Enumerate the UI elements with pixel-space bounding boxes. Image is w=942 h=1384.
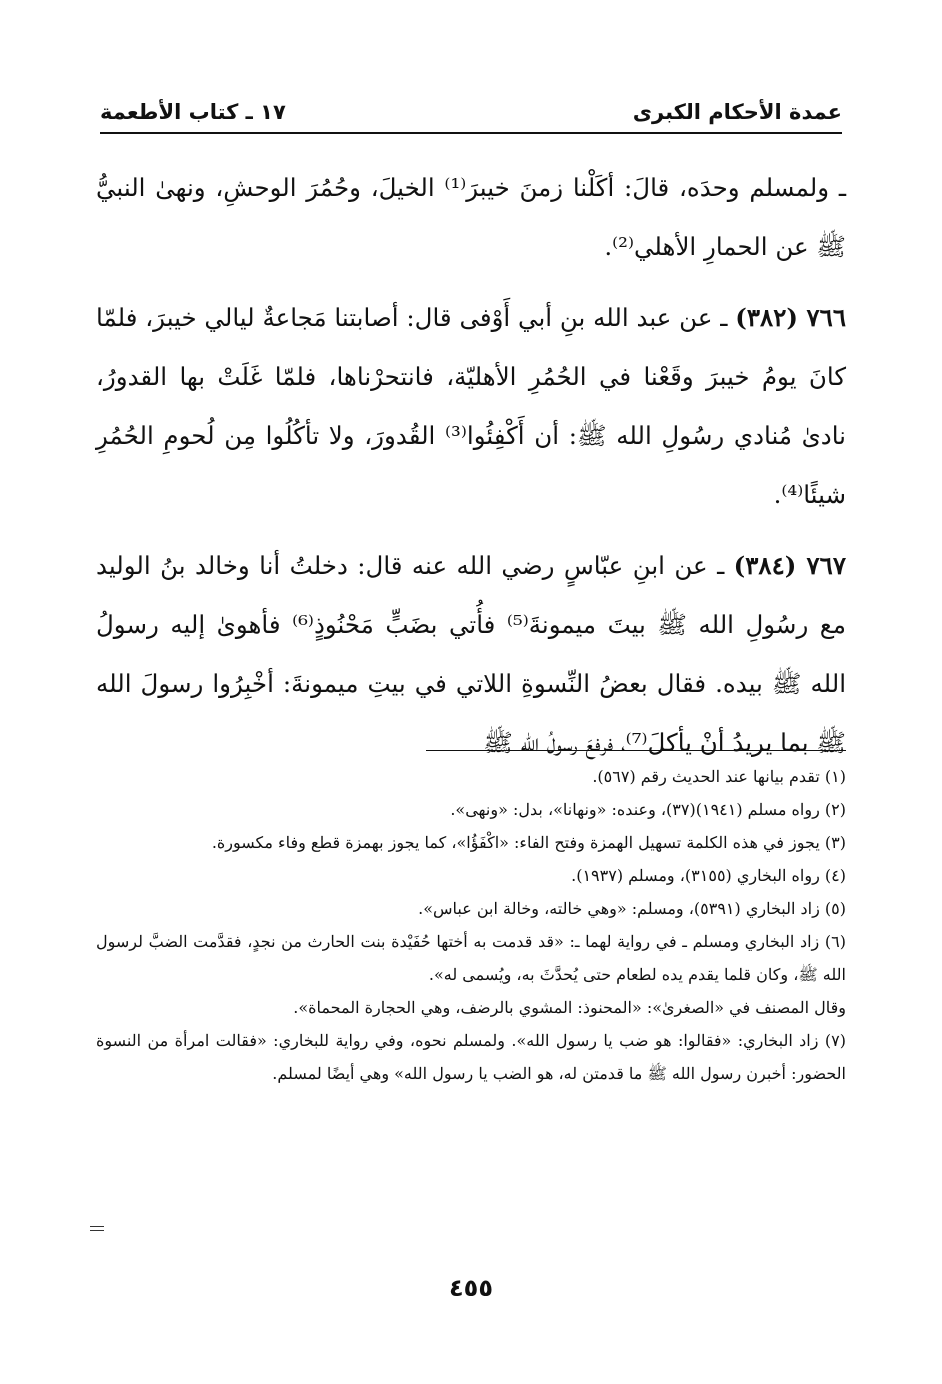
hadith-766 (96, 288, 846, 524)
hadith-text: ـ عن عبد الله بنِ أبي أَوْفى قال: أصابتنا مَجاعةٌ ليالي خيبرَ، فلمّا كانَ يومُ خيبرَ وقَعْنا في الحُمُرِ الأهليّة، فانتحرْناها، فلمّا غَلَتْ بها القدورُ، نادىٰ مُنادي رسُولِ الله ﷺ: أن أَكْفِئُوا⁽³⁾ القُدورَ، ولا تأكُلُوا مِن لُحومِ الحُمُرِ شيئًا⁽⁴⁾. (96, 303, 846, 509)
main-text (96, 158, 846, 784)
footnote: (١) تقدم بيانها عند الحديث رقم (٥٦٧). (592, 767, 846, 786)
paragraph-continuation (96, 158, 846, 276)
hadith-text: ـ عن ابنِ عبّاسٍ رضي الله عنه قال: دخلتُ أنا وخالد بنُ الوليد مع رسُولِ الله ﷺ بيتَ ميمونةَ⁽⁵⁾ فأُتي بضَبٍّ مَحْنُوذٍ⁽⁶⁾ فأهوىٰ إليه رسولُ الله ﷺ بيده. فقال بعضُ النِّسوةِ اللاتي في بيتِ ميمونةَ: أخْبِرُوا رسولَ الله ﷺ بما يريدُ أنْ يأكلَ⁽⁷⁾، فرفعَ رسولُ الله ﷺ (96, 551, 846, 757)
book-title: عمدة الأحكام الكبرى (632, 100, 842, 124)
hadith-number: ٧٦٦ (٣٨٢) (735, 303, 846, 332)
hadith-767 (96, 536, 846, 772)
footnote: (٦) زاد البخاري ومسلم ـ في رواية لهما ـ: «قد قدمت به أختها حُفَيْدة بنت الحارث من نجدٍ، فقدَّمت الضبَّ لرسول الله ﷺ، وكان قلما يقدم يده لطعام حتى يُحدَّثَ به، ويُسمى له». (96, 932, 847, 984)
page-number: ٤٥٥ (449, 1274, 493, 1302)
footnote: (٢) رواه مسلم (١٩٤١)(٣٧)، وعنده: «ونهانا»، بدل: «ونهى». (450, 800, 846, 819)
footnote: (٤) رواه البخاري (٣١٥٥)، ومسلم (١٩٣٧). (571, 866, 846, 885)
footnote: (٣) يجوز في هذه الكلمة تسهيل الهمزة وفتح الفاء: «اكْفَؤُا»، كما يجوز بهمزة قطع وفاء مكسورة. (211, 833, 846, 852)
footnotes (96, 760, 846, 1090)
footnote: وقال المصنف في «الصغرىٰ»: «المحنوذ: المشوي بالرضف، وهي الحجارة المحماة». (293, 998, 846, 1017)
chapter-title: ١٧ ـ كتاب الأطعمة (100, 100, 286, 124)
footnote: (٥) زاد البخاري (٥٣٩١)، ومسلم: «وهي خالته، وخالة ابن عباس». (418, 899, 846, 918)
hadith-number: ٧٦٧ (٣٨٤) (733, 551, 846, 580)
paragraph-text: ـ ولمسلم وحدَه، قالَ: أكَلْنا زمنَ خيبرَ⁽¹⁾ الخيلَ، وحُمُرَ الوحشِ، ونهىٰ النبيُّ ﷺ عن الحمارِ الأهلي⁽²⁾. (96, 173, 846, 261)
footnote: (٧) زاد البخاري: «فقالوا: هو ضب يا رسول الله». ولمسلم نحوه، وفي رواية للبخاري: «فقالت امرأة من النسوة الحضور: أخبرن رسول الله ﷺ ما قدمتن له، هو الضب يا رسول الله» وهي أيضًا لمسلم. (96, 1031, 846, 1083)
continuation-mark (90, 1226, 104, 1231)
footnote-divider (426, 750, 846, 751)
running-header (100, 96, 842, 134)
